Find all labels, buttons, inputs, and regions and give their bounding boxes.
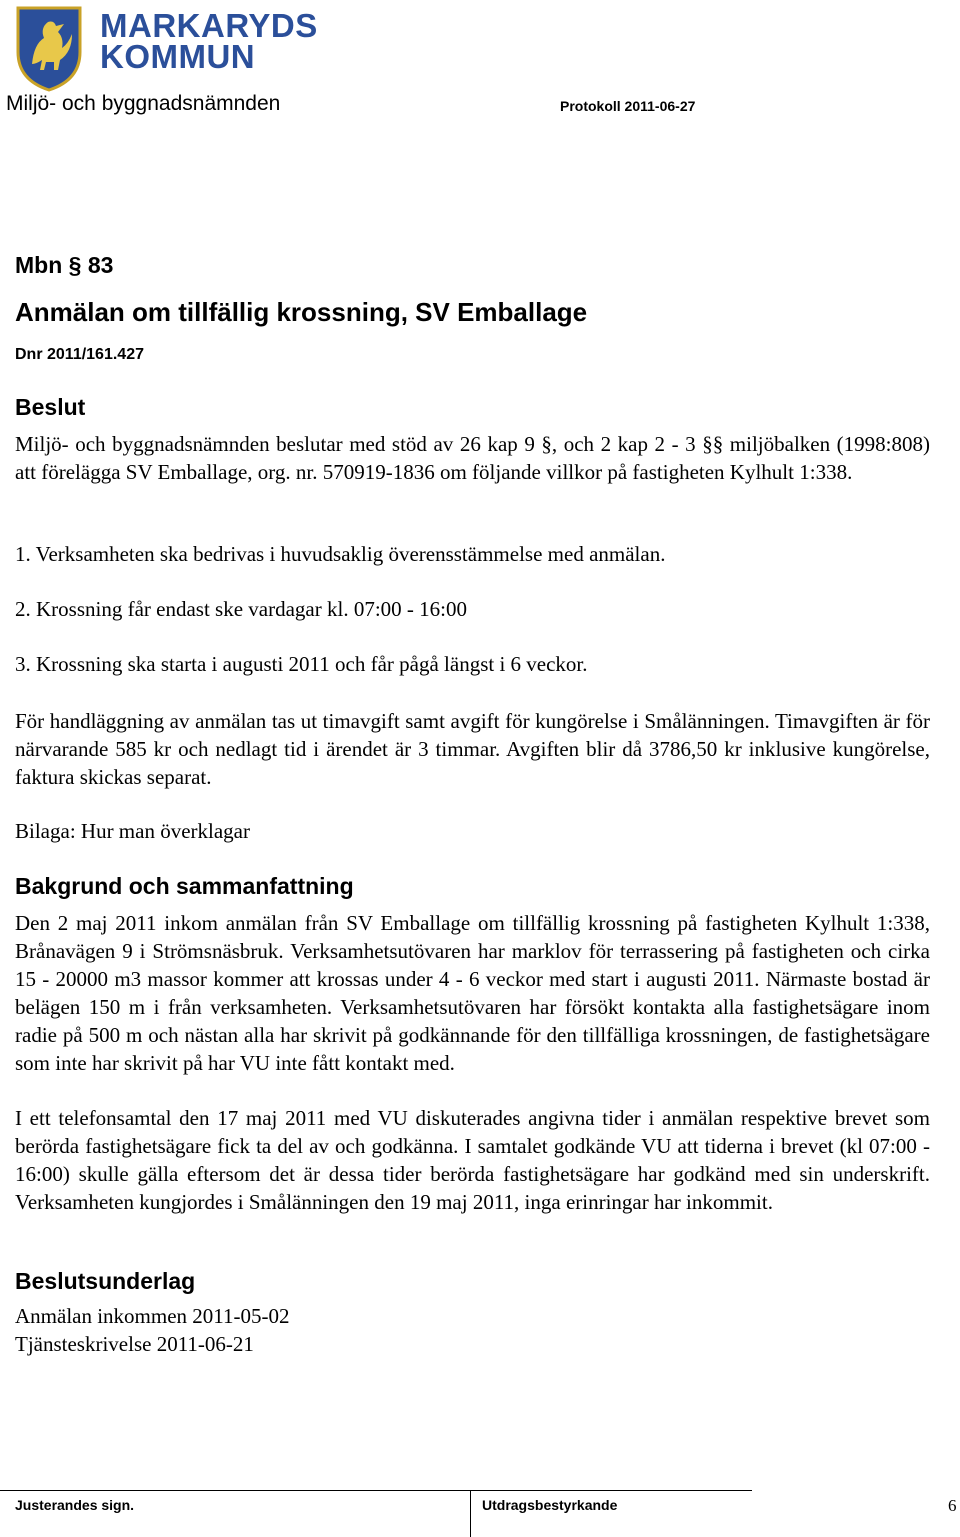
bakgrund-paragraph-2: I ett telefonsamtal den 17 maj 2011 med VU diskuterades angivna tider i anmälan respektive brevet som berörda fastighetsägare fick ta del av och godkänna. I samtalet godkände VU att tiderna i brevet (kl 07:00 - 16:00) skulle gälla eftersom det är dessa tider berörda fastighetsägare har godkänd med sin underskrift. Verksamheten kungjordes i Smålänningen den 19 maj 2011, inga erinringar har inkommit.	[15, 1106, 930, 1214]
utdragsbestyrkande-label: Utdragsbestyrkande	[482, 1497, 618, 1513]
logo-line-2: KOMMUN	[100, 38, 256, 76]
logo-wordmark	[100, 7, 318, 76]
protocol-date: Protokoll 2011-06-27	[560, 98, 696, 114]
bakgrund-heading: Bakgrund och sammanfattning	[15, 873, 354, 899]
fee-paragraph: För handläggning av anmälan tas ut timavgift samt avgift för kungörelse i Smålänningen. Timavgiften är för närvarande 585 kr och nedlagt tid i ärendet är 3 timmar. Avgiften blir då 3786,50 kr inklusive kungörelse, faktura skickas separat.	[15, 709, 930, 789]
case-title: Anmälan om tillfällig krossning, SV Emballage	[15, 297, 588, 327]
justerandes-label: Justerandes sign.	[15, 1497, 135, 1513]
condition-2: 2. Krossning får endast ske vardagar kl. 07:00 - 16:00	[15, 597, 467, 621]
case-number: Mbn § 83	[15, 252, 114, 278]
footer-divider	[470, 1490, 471, 1537]
attachment-note: Bilaga: Hur man överklagar	[15, 819, 250, 843]
footer-rule	[0, 1490, 752, 1491]
condition-1: 1. Verksamheten ska bedrivas i huvudsaklig överensstämmelse med anmälan.	[15, 542, 666, 566]
diary-number: Dnr 2011/161.427	[15, 346, 144, 363]
underlag-item: Tjänsteskrivelse 2011-06-21	[15, 1332, 254, 1356]
underlag-item: Anmälan inkommen 2011-05-02	[15, 1304, 290, 1328]
committee-name: Miljö- och byggnadsnämnden	[6, 92, 281, 115]
beslut-heading: Beslut	[15, 394, 86, 420]
logo-line-1: MARKARYDS	[100, 7, 318, 44]
municipality-logo	[14, 4, 318, 94]
beslut-intro: Miljö- och byggnadsnämnden beslutar med stöd av 26 kap 9 §, och 2 kap 2 - 3 §§ miljöbalken (1998:808) att förelägga SV Emballage, org. nr. 570919-1836 om följande villkor på fastigheten Kylhult 1:338.	[15, 432, 930, 484]
condition-3: 3. Krossning ska starta i augusti 2011 och får pågå längst i 6 veckor.	[15, 652, 588, 676]
beslutsunderlag-heading: Beslutsunderlag	[15, 1268, 196, 1294]
page-number: 6	[948, 1496, 957, 1515]
coat-of-arms-icon	[14, 4, 84, 92]
bakgrund-paragraph-1: Den 2 maj 2011 inkom anmälan från SV Emballage om tillfällig krossning på fastigheten Kylhult 1:338, Brånavägen 9 i Strömsnäsbruk. Verksamhetsutövaren har marklov för terrassering på fastigheten och cirka 15 - 20000 m3 massor kommer att krossas under 4 - 6 veckor med start i augusti 2011. Närmaste bostad är belägen 150 m i från verksamheten. Verksamhetsutövaren har försökt kontakta alla fastighetsägare inom radie på 500 m och nästan alla har skrivit på godkännande för den tillfälliga krossningen, de fastighetsägare som inte har skrivit på har VU inte fått kontakt med.	[15, 911, 930, 1075]
